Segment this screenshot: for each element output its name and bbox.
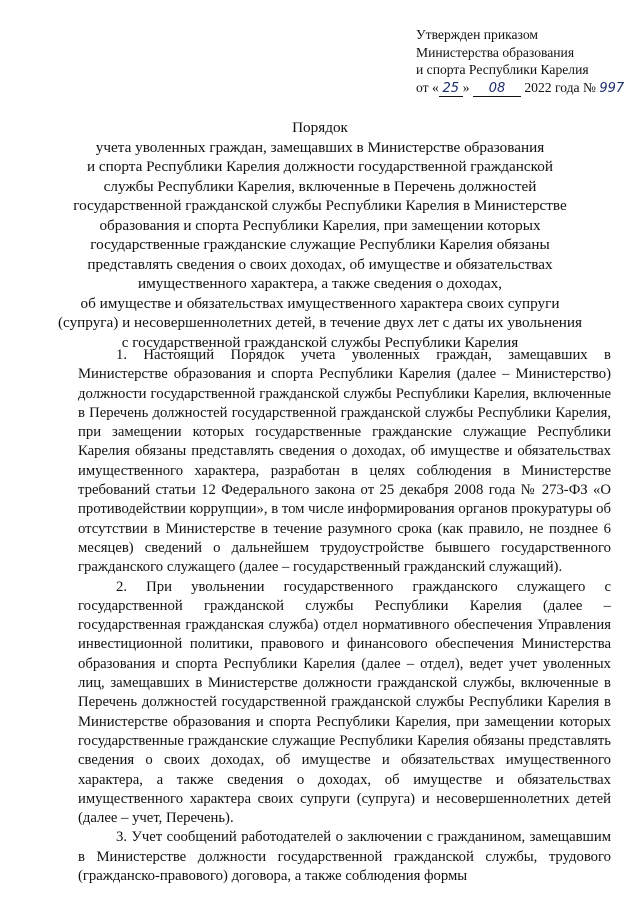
paragraph-3: 3. Учет сообщений работодателей о заключении с гражданином, замещавшим в Министерстве должности государственной гражданской службы, трудового (гражданско-правового) договора, а также соблюдения формы <box>78 829 611 885</box>
title-line: имущественного характера, а также сведения о доходах, <box>138 275 502 292</box>
approval-number: 997 <box>599 80 625 96</box>
title-line: государственные гражданские служащие Республики Карелия обязаны <box>90 236 550 253</box>
document-body <box>78 346 611 886</box>
document-title <box>0 118 640 352</box>
approval-line-1: Утвержден приказом <box>416 27 538 42</box>
title-line: с государственной гражданской службы Республики Карелия <box>121 333 519 351</box>
title-line: (супруга) и несовершеннолетних детей, в течение двух лет с даты их увольнения <box>57 314 582 331</box>
approval-line-3: и спорта Республики Карелия <box>416 62 589 77</box>
approval-from-prefix: от <box>416 79 429 95</box>
approval-month: 08 <box>473 82 521 97</box>
title-line: образования и спорта Республики Карелия, при замещении которых <box>99 216 541 234</box>
title-line: представлять сведения о своих доходах, об имуществе и обязательствах <box>87 255 553 273</box>
paragraph-2: 2. При увольнении государственного гражданского служащего с государственной гражданской службы Республики Карелия (далее – государственная гражданская служба) отдел нормативного обеспечения Управления инвестиционной политики, правового и финансового обеспечения Министерства образования и спорта Республики Карелия (далее – отдел), ведет учет уволенных лиц, замещавших в Министерстве должности гражданской службы, включенные в Перечень должностей государственной гражданской службы Республики Карелия в Министерстве образования и спорта Республики Карелия, при замещении которых государственные гражданские служащие Республики Карелия обязаны представлять сведения о своих доходах, об имуществе и обязательствах имущественного характера, а также сведения о доходах, об имуществе и обязательствах имущественного характера своих супруги (супруга) и несовершеннолетних детей (далее – учет, Перечень). <box>78 578 611 827</box>
approval-date-line <box>416 79 631 97</box>
title-line: об имуществе и обязательствах имущественного характера своих супруги <box>80 294 560 312</box>
title-line: государственной гражданской службы Республики Карелия в Министерстве <box>73 197 567 214</box>
title-line: учета уволенных граждан, замещавших в Министерстве образования <box>95 138 545 156</box>
title-heading: Порядок <box>292 119 348 136</box>
approval-day: 25 <box>439 82 463 97</box>
paragraph-1: 1. Настоящий Порядок учета уволенных граждан, замещавших в Министерстве образования и спорта Республики Карелия (далее – Министерство) должности государственной гражданской службы Республики Карелия, включенные в Перечень должностей государственной гражданской службы Республики Карелия, при замещении которых государственные гражданские служащие Республики Карелия обязаны представлять сведения о доходах, об имуществе и обязательствах имущественного характера, разработан в целях соблюдения в Министерстве требований статьи 12 Федерального закона от 25 декабря 2008 года № 273-ФЗ «О противодействии коррупции», в том числе информирования органов прокуратуры об отсутствии в Министерстве в течение разумного срока (как правило, не позднее 6 месяцев) сведений о дальнейшем трудоустройстве бывшего государственного гражданского служащего (далее – государственный гражданский служащий). <box>78 347 611 576</box>
approval-year-text: 2022 года № <box>524 79 596 95</box>
approval-stamp <box>416 26 631 97</box>
approval-open-quote: « <box>431 79 439 95</box>
approval-line-2: Министерства образования <box>416 44 575 60</box>
title-line: службы Республики Карелия, включенные в Перечень должностей <box>103 177 537 195</box>
title-line: и спорта Республики Карелия должности государственной гражданской <box>87 158 553 175</box>
approval-close-quote: » <box>462 79 470 95</box>
